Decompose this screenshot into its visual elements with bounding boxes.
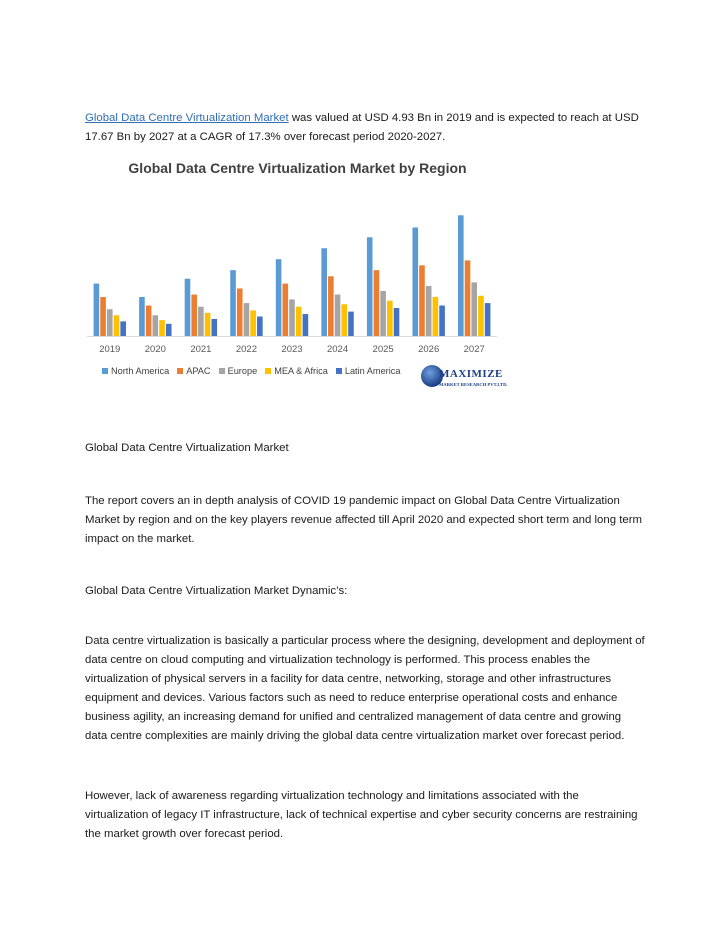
legend-item bbox=[177, 366, 210, 376]
bar-2020-latin-america bbox=[166, 324, 172, 336]
bar-2021-latin-america bbox=[211, 319, 217, 336]
bar-2027-apac bbox=[465, 260, 471, 336]
logo-word: MAXIMIZE bbox=[439, 368, 503, 380]
x-tick-label-2023: 2023 bbox=[281, 344, 303, 355]
bar-2025-mea-africa bbox=[387, 301, 393, 336]
bar-2022-latin-america bbox=[257, 317, 263, 337]
bar-2022-apac bbox=[237, 288, 243, 336]
bar-2027-mea-africa bbox=[478, 296, 484, 336]
logo-subtitle: MARKET RESEARCH PVT.LTD. bbox=[439, 382, 508, 387]
legend-label: North America bbox=[111, 366, 170, 376]
bar-2025-europe bbox=[380, 291, 386, 336]
bar-2026-north-america bbox=[412, 228, 418, 337]
bar-2020-north-america bbox=[139, 297, 145, 336]
bar-2024-europe bbox=[335, 295, 341, 336]
bar-2023-latin-america bbox=[303, 314, 309, 336]
restraints-paragraph: However, lack of awareness regarding virtualization technology and limitations associated with the virtualization of legacy IT infrastructure, lack of technical expertise and cyber security concerns are restraining the market growth over forecast period. bbox=[85, 790, 638, 840]
legend-item bbox=[336, 366, 401, 376]
x-tick-label-2022: 2022 bbox=[235, 344, 258, 355]
legend-item bbox=[102, 366, 169, 376]
bar-2023-europe bbox=[289, 299, 295, 336]
bar-2027-europe bbox=[471, 282, 477, 336]
bar-2020-apac bbox=[146, 306, 152, 336]
bar-2025-apac bbox=[374, 270, 380, 336]
legend-swatch bbox=[219, 368, 225, 374]
bar-2026-apac bbox=[419, 265, 425, 336]
legend-swatch bbox=[336, 368, 342, 374]
bar-2026-europe bbox=[426, 286, 432, 336]
bar-2023-apac bbox=[283, 284, 289, 336]
bar-2022-north-america bbox=[230, 270, 236, 336]
x-tick-label-2024: 2024 bbox=[326, 344, 349, 355]
chart-title: Global Data Centre Virtualization Market by Region bbox=[128, 160, 467, 176]
legend-swatch bbox=[177, 368, 183, 374]
bar-2022-europe bbox=[244, 303, 250, 336]
bar-2026-mea-africa bbox=[433, 297, 439, 336]
x-tick-label-2020: 2020 bbox=[144, 344, 166, 355]
bar-2019-europe bbox=[107, 309, 113, 336]
bar-2025-latin-america bbox=[394, 308, 400, 336]
legend-label: Latin America bbox=[344, 366, 401, 376]
legend-item bbox=[265, 366, 328, 376]
bar-2023-mea-africa bbox=[296, 307, 302, 336]
legend-label: MEA & Africa bbox=[274, 366, 328, 376]
bar-2025-north-america bbox=[367, 237, 373, 336]
bar-2020-europe bbox=[153, 315, 159, 336]
covid-paragraph: The report covers an in depth analysis of COVID 19 pandemic impact on Global Data Centre Virtualization Market by region and on the key players revenue affected till April 2020 and expected short term and long term impact on the market. bbox=[85, 495, 642, 545]
bar-2024-north-america bbox=[321, 248, 327, 336]
bar-2019-latin-america bbox=[120, 321, 126, 336]
bar-2021-apac bbox=[191, 295, 197, 336]
legend-label: APAC bbox=[186, 366, 211, 376]
bar-2027-north-america bbox=[458, 215, 464, 336]
chart-legend bbox=[102, 366, 401, 376]
bar-2026-latin-america bbox=[439, 306, 445, 336]
legend-item bbox=[219, 366, 258, 376]
legend-swatch bbox=[102, 368, 108, 374]
x-tick-label-2025: 2025 bbox=[372, 344, 394, 355]
bar-2024-mea-africa bbox=[341, 304, 347, 336]
intro-paragraph bbox=[85, 109, 645, 147]
bar-2019-apac bbox=[100, 297, 106, 336]
legend-label: Europe bbox=[227, 366, 258, 376]
x-tick-label-2026: 2026 bbox=[418, 344, 440, 355]
bar-2021-north-america bbox=[185, 279, 191, 336]
bar-2024-apac bbox=[328, 276, 334, 336]
drivers-paragraph: Data centre virtualization is basically a particular process where the designing, development and deployment of data centre on cloud computing and virtualization technology is performed. This process enables the virtualization of physical servers in a facility for data centre, networking, storage and other infrastructures equipment and devices. Various factors such as need to reduce enterprise operational costs and enhance business agility, an increasing demand for unified and centralized management of data centre and growing data centre complexities are mainly driving the global data centre virtualization market over forecast period. bbox=[85, 635, 645, 742]
bar-2024-latin-america bbox=[348, 312, 354, 336]
bar-2019-mea-africa bbox=[114, 315, 120, 336]
chart-plot-area bbox=[85, 158, 515, 363]
bar-2019-north-america bbox=[94, 284, 100, 336]
bar-2022-mea-africa bbox=[250, 310, 256, 336]
bar-2027-latin-america bbox=[485, 303, 491, 336]
bar-2021-europe bbox=[198, 307, 204, 336]
region-chart bbox=[85, 158, 515, 408]
market-link[interactable]: Global Data Centre Virtualization Market bbox=[85, 112, 289, 124]
intro-text: was valued at USD 4.93 Bn in 2019 and is expected to reach at USD 17.67 Bn by 2027 at a CAGR of 17.3% over forecast period 2020-2027. bbox=[85, 112, 639, 143]
bar-2021-mea-africa bbox=[205, 313, 211, 336]
maximize-logo bbox=[421, 365, 511, 397]
bar-2023-north-america bbox=[276, 259, 282, 336]
x-tick-label-2027: 2027 bbox=[463, 344, 485, 355]
x-tick-label-2021: 2021 bbox=[190, 344, 212, 355]
dynamics-heading: Global Data Centre Virtualization Market Dynamic’s: bbox=[85, 585, 348, 597]
legend-swatch bbox=[265, 368, 271, 374]
x-tick-label-2019: 2019 bbox=[99, 344, 121, 355]
bar-2020-mea-africa bbox=[159, 320, 165, 336]
section-heading: Global Data Centre Virtualization Market bbox=[85, 442, 289, 454]
